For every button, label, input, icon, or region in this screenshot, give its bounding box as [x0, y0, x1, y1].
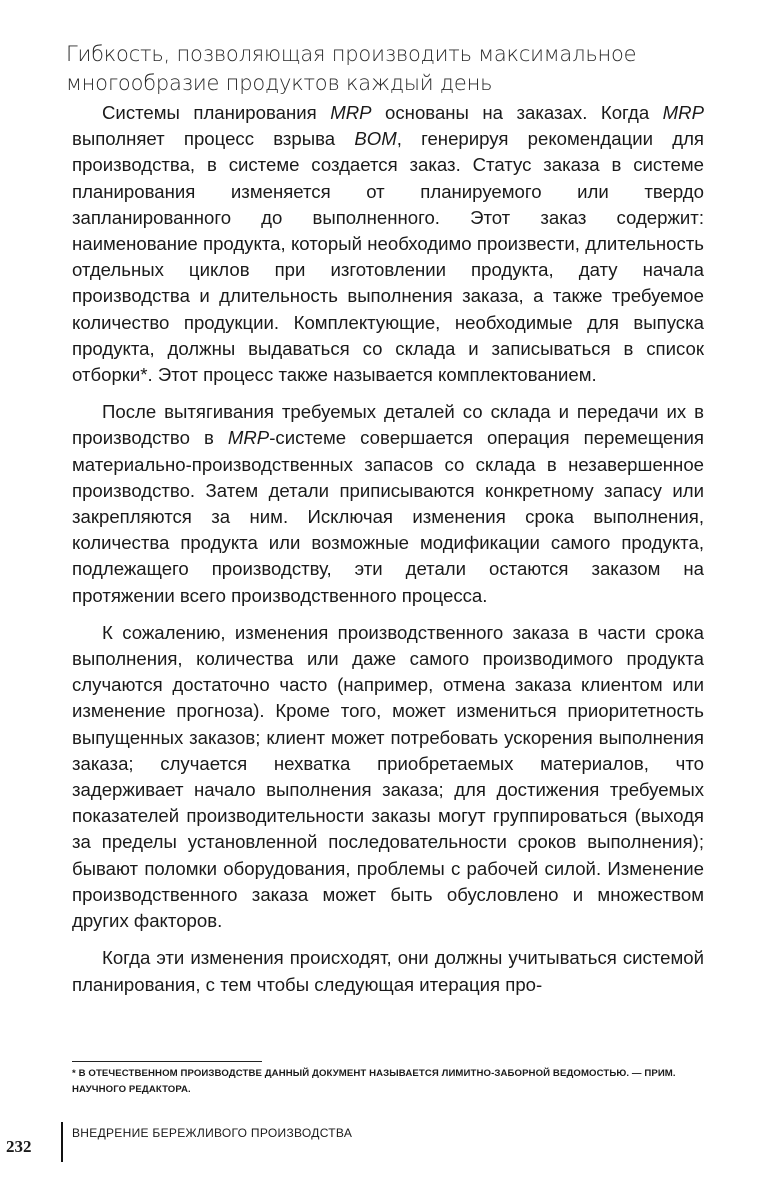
paragraph-2-text-a: После вытягивания требуемых деталей со склада и передачи их в производство в [72, 401, 704, 449]
paragraph-1-term-mrp: MRP [330, 102, 372, 123]
footnote: * В ОТЕЧЕСТВЕННОМ ПРОИЗВОДСТВЕ ДАННЫЙ ДОКУМЕНТ НАЗЫВАЕТСЯ ЛИМИТНО-ЗАБОРНОЙ ВЕДОМОСТЬЮ. — ПРИМ. НАУЧНОГО РЕДАКТОРА. [72, 1068, 676, 1095]
main-text [72, 100, 704, 1009]
running-section-title [66, 40, 706, 98]
paragraph-1-term-mrp-2: MRP [662, 102, 704, 123]
paragraph-3: К сожалению, изменения производственного заказа в части срока выполнения, количества или даже самого производимого продукта случаются достаточно часто (например, отмена заказа клиентом или изменение прогноза). Кроме того, может измениться приоритетность выпущенных заказов; клиент может потребовать ускорения выполнения заказа; случается нехватка приобретаемых материалов, что задерживает начало выполнения заказа; для достижения требуемых показателей производительности заказы могут группироваться (выходя за пределы установленной последовательности сроков выполнения); бывают поломки оборудования, проблемы с рабочей силой. Изменение производственного заказа может быть обусловлено и множеством других факторов. [72, 621, 704, 932]
paragraph-1-text-g: , генерируя рекомендации для производства, в системе создается заказ. Статус заказа в системе планирования изменяется от планируемого или твердо запланированного до выполненного. Этот заказ содержит: наименование продукта, который необходимо произвести, длительность отдельных циклов при изготовлении продукта, дату начала производства и длительность выполнения заказа, а также требуемое количество продукции. Комплектующие, необходимые для выпуска продукта, должны выдаваться со склада и записываться в список отборки*. Этот процесс также называется комплектованием. [72, 128, 704, 386]
paragraph-1-text-e: выполняет процесс взрыва [72, 128, 355, 150]
paragraph-1-term-bom: BOM [354, 128, 397, 150]
page-number: 232 [6, 1137, 32, 1156]
footer-divider [61, 1122, 63, 1162]
section-title-line-2: многообразие продуктов каждый день [66, 71, 493, 95]
paragraph-4: Когда эти изменения происходят, они должны учитываться системой планирования, с тем чтобы следующая итерация про- [72, 947, 704, 995]
paragraph-1-text-a: Системы планирования [102, 102, 331, 123]
paragraph-1-text-c: основаны на заказах. Когда [371, 102, 663, 123]
section-title-line-1: Гибкость, позволяющая производить максимальное [66, 42, 637, 66]
running-head: ВНЕДРЕНИЕ БЕРЕЖЛИВОГО ПРОИЗВОДСТВА [72, 1126, 353, 1140]
paragraph-1 [72, 100, 704, 388]
paragraph-2-term-mrp: MRP [227, 427, 270, 449]
paragraph-2-text-c: -системе совершается операция перемещения материально-производственных запасов со склада в незавершенное производство. Затем детали приписываются конкретному запасу или закрепляются за ним. Исключая изменения срока выполнения, количества продукта или возможные модификации самого продукта, подлежащего производству, эти детали остаются заказом на протяжении всего производственного процесса. [72, 427, 704, 606]
footnote-rule [72, 1061, 262, 1062]
paragraph-2 [72, 399, 704, 609]
